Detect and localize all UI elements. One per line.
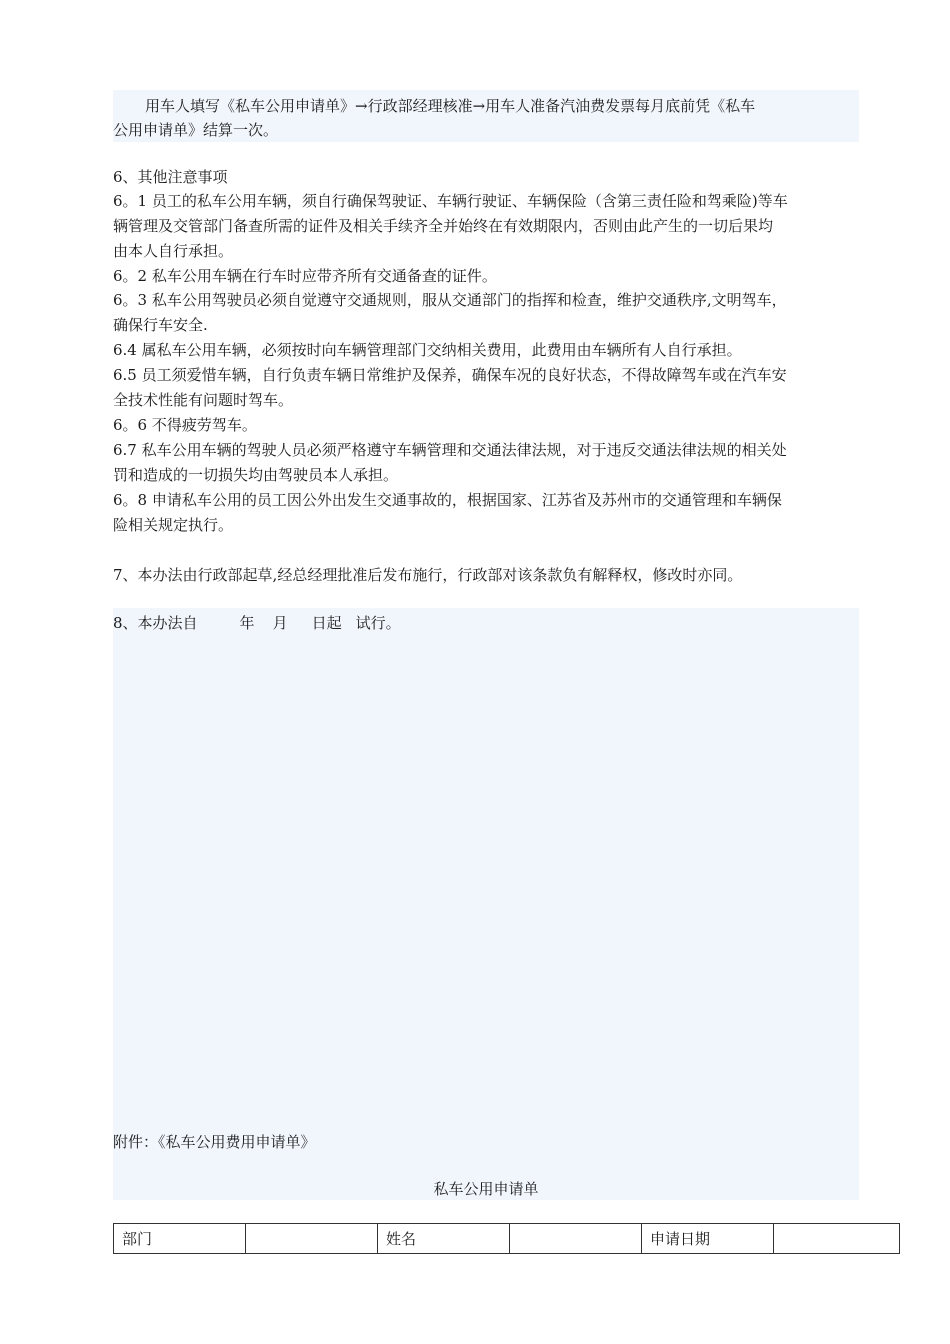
section8-suffix: 试行。 [355,614,401,632]
section6-line: 6。8 申请私车公用的员工因公外出发生交通事故的，根据国家、江苏省及苏州市的交通管理和车辆保 [113,491,782,509]
flow-line-2: 公用申请单》结算一次。 [113,121,279,139]
apply-date-value-cell[interactable] [774,1224,900,1254]
section6-line: 6.7 私车公用车辆的驾驶人员必须严格遵守车辆管理和交通法律法规，对于违反交通法律法规的相关处 [113,441,787,459]
form-title: 私车公用申请单 [433,1180,539,1198]
section6-line: 辆管理及交管部门备查所需的证件及相关手续齐全并始终在有效期限内，否则由此产生的一切后果均 [113,217,774,235]
section6-line: 由本人自行承担。 [113,242,234,260]
section8-shade [113,608,859,1200]
application-form-table [113,1223,900,1254]
attachment-text: 附件：《私车公用费用申请单》 [113,1133,316,1151]
section6-line: 6.4 属私车公用车辆，必须按时向车辆管理部门交纳相关费用，此费用由车辆所有人自行承担。 [113,341,742,359]
section6-line: 6.5 员工须爱惜车辆，自行负责车辆日常维护及保养，确保车况的良好状态，不得故障驾车或在汽车安 [113,366,787,384]
dept-label: 部门 [114,1224,246,1254]
apply-date-label: 申请日期 [642,1224,774,1254]
section6-line: 罚和造成的一切损失均由驾驶员本人承担。 [113,466,399,484]
section8-prefix: 8、本办法自 [113,614,198,632]
section6-line: 6。3 私车公用驾驶员必须自觉遵守交通规则，服从交通部门的指挥和检查，维护交通秩序,文明驾车， [113,291,787,309]
section7-text: 7、本办法由行政部起草,经总经理批准后发布施行，行政部对该条款负有解释权，修改时亦同。 [113,566,743,584]
table-row [114,1224,900,1254]
section6-heading: 6、其他注意事项 [113,168,228,186]
dept-value-cell[interactable] [246,1224,378,1254]
section6-line: 6。6 不得疲劳驾车。 [113,416,257,434]
section6-line: 全技术性能有问题时驾车。 [113,391,294,409]
name-label: 姓名 [378,1224,510,1254]
section8-month: 月 [272,614,288,632]
section6-line: 确保行车安全. [113,316,208,334]
section6-line: 6。1 员工的私车公用车辆，须自行确保驾驶证、车辆行驶证、车辆保险（含第三责任险和驾乘险)等车 [113,192,788,210]
flow-line-1: 用车人填写《私车公用申请单》→行政部经理核准→用车人准备汽油费发票每月底前凭《私车 [145,97,756,115]
section8-text [113,611,401,635]
name-value-cell[interactable] [510,1224,642,1254]
section8-day: 日起 [311,614,342,632]
section6-line: 险相关规定执行。 [113,516,234,534]
section6-line: 6。2 私车公用车辆在行车时应带齐所有交通备查的证件。 [113,267,497,285]
section8-year: 年 [239,614,255,632]
